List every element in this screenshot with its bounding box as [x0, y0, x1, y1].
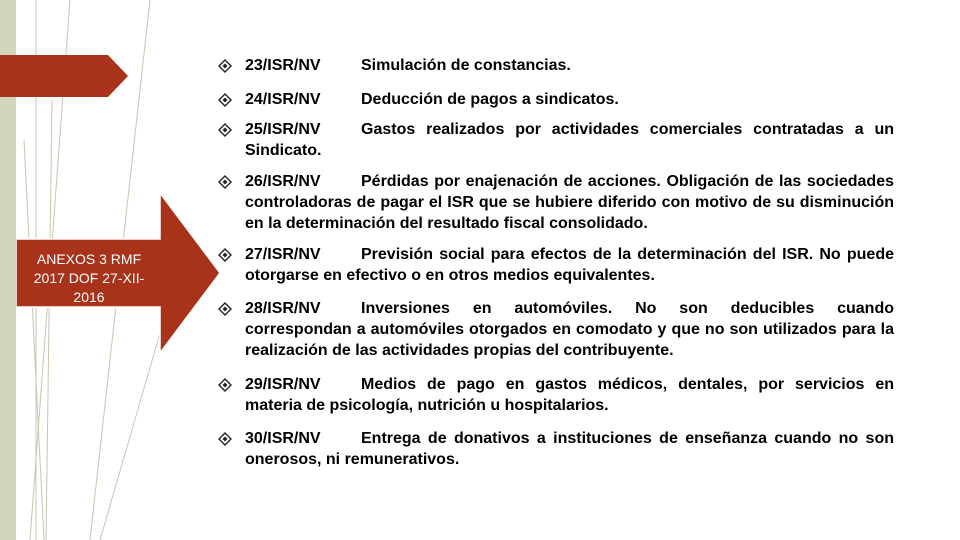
rule-text: Pérdidas por enajenación de acciones. Obligación de las sociedades controladoras de pagar el ISR que se hubiere diferido con motivo de su disminución en la determinación del resultado fiscal consolidado. — [245, 173, 894, 232]
top-red-arrow — [0, 55, 130, 97]
rule-text: Inversiones en automóviles. No son deducibles cuando correspondan a automóviles otorgados en comodato y que no son utilizados para la realización de las actividades propias del contribuyente. — [245, 300, 894, 359]
diamond-bullet-icon — [218, 171, 232, 189]
list-item — [218, 374, 894, 416]
rule-code: 27/ISR/NV — [245, 246, 321, 263]
rule-code: 30/ISR/NV — [245, 430, 321, 447]
list-item — [218, 55, 894, 76]
diamond-bullet-icon — [218, 89, 232, 107]
rule-code: 24/ISR/NV — [245, 91, 321, 108]
rule-code: 29/ISR/NV — [245, 376, 321, 393]
diamond-bullet-icon — [218, 374, 232, 392]
rule-code: 26/ISR/NV — [245, 173, 321, 190]
rule-text: Deducción de pagos a sindicatos. — [361, 91, 619, 108]
diamond-bullet-icon — [218, 119, 232, 137]
list-item — [218, 171, 894, 234]
rules-list — [218, 55, 894, 470]
list-item — [218, 119, 894, 161]
list-item — [218, 89, 894, 110]
anexos-label: ANEXOS 3 RMF 2017 DOF 27-XII-2016 — [33, 251, 145, 305]
rule-text: Previsión social para efectos de la determinación del ISR. No puede otorgarse en efectivo o en otros medios equivalentes. — [245, 246, 894, 284]
rule-code: 23/ISR/NV — [245, 57, 321, 74]
diamond-bullet-icon — [218, 55, 232, 73]
rule-text: Simulación de constancias. — [361, 57, 571, 74]
rule-text: Medios de pago en gastos médicos, dentales, por servicios en materia de psicología, nutrición u hospitalarios. — [245, 376, 894, 414]
rule-code: 28/ISR/NV — [245, 300, 321, 317]
diamond-bullet-icon — [218, 428, 232, 446]
list-item — [218, 428, 894, 470]
rule-text: Gastos realizados por actividades comerciales contratadas a un Sindicato. — [245, 121, 894, 159]
list-item — [218, 244, 894, 286]
diamond-bullet-icon — [218, 244, 232, 262]
rule-text: Entrega de donativos a instituciones de enseñanza cuando no son onerosos, ni remunerativos. — [245, 430, 894, 468]
list-item — [218, 298, 894, 361]
rule-code: 25/ISR/NV — [245, 121, 321, 138]
diamond-bullet-icon — [218, 298, 232, 316]
